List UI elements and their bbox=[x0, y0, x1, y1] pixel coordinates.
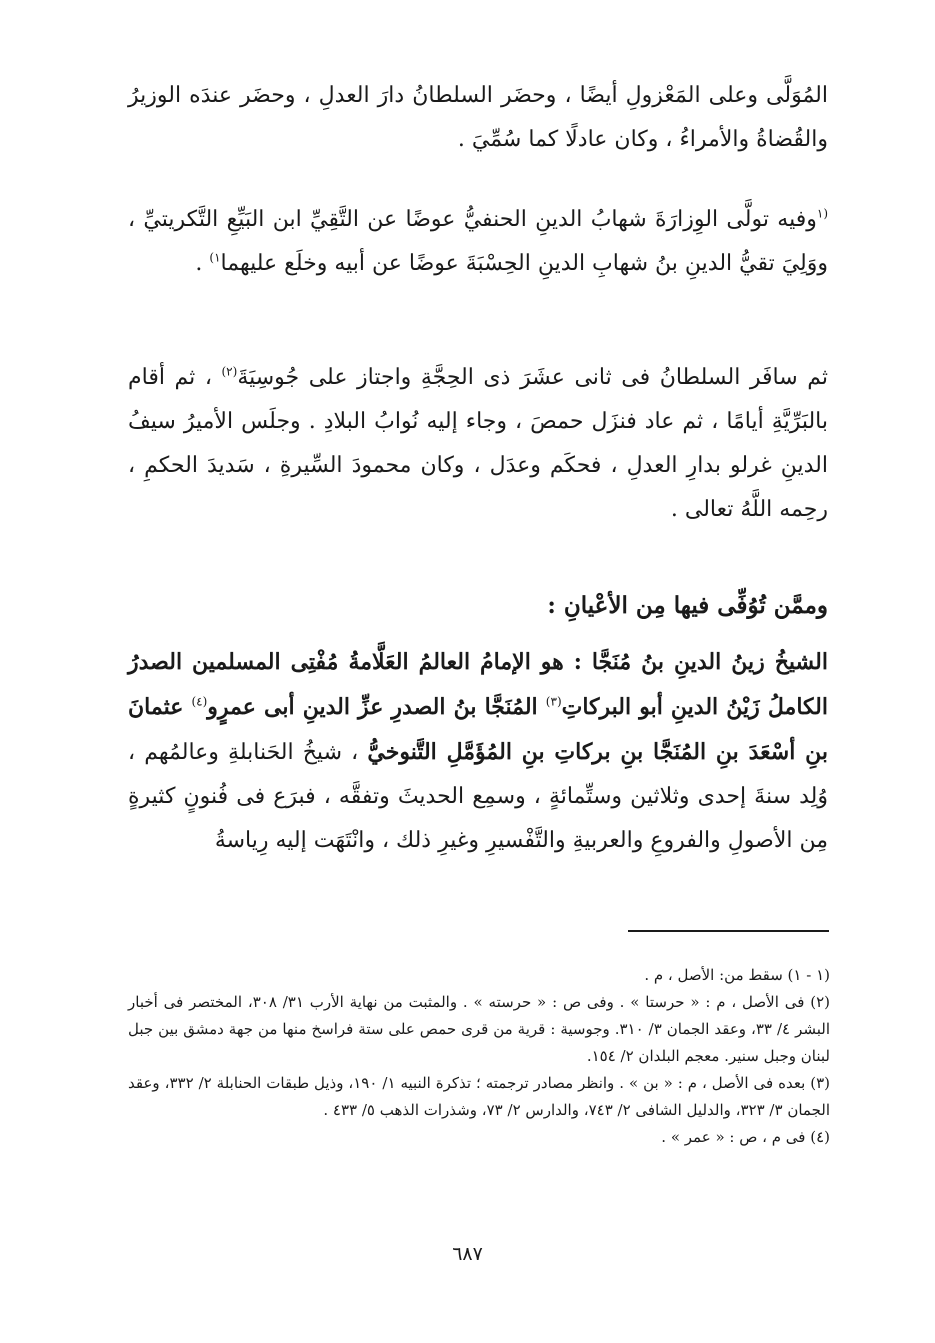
section-heading: وممَّن تُوُفِّى فيها مِن الأعْيانِ : bbox=[547, 592, 828, 619]
footnote-separator bbox=[628, 930, 829, 932]
paragraph-sultan-justice bbox=[128, 74, 828, 162]
footnote-marker: (٤) bbox=[191, 694, 208, 709]
footnote-marker: (١ bbox=[816, 206, 828, 221]
biography-text: ، شيخُ الحَنابلةِ وعالمُهم ، وُلِد سنةَ إحدى وثلاثين وستِّمائةٍ ، وسمِع الحديثَ وتفقَّه ، فبرَع فى فُنونٍ كثيرةٍ مِن الأصولِ والفروعِ والعربيةِ والتَّفْسيرِ وغيرِ ذلك ، وانْتَهَت إليه رِياسةُ bbox=[128, 740, 828, 853]
paragraph-text-end: . bbox=[195, 251, 210, 276]
paragraph-sultan-travel bbox=[128, 356, 828, 532]
biography-name: الشيخُ زينُ الدينِ بنُ مُنَجَّا : هو الإمامُ العالمُ العَلَّامةُ مُفْتِى المسلمين الصدرُ الكاملُ زَيْنُ الدينِ أبو البركاتِ bbox=[128, 649, 829, 720]
footnote: (٢) فى الأصل ، م : « حرستا » . وفى ص : « حرسته » . والمثبت من نهاية الأرب ٣١/ ٣٠٨، المختصر فى أخبار البشر ٤/ ٣٣، وعقد الجمان ٣/ ٣١٠. وجوسية : قرية من قرى حمص على ستة فراسخ منها من جهة دمشق بين جبل لبنان وجبل سنير. معجم البلدان ٢/ ١٥٤. bbox=[128, 993, 830, 1065]
paragraph-text: المُوَلَّى وعلى المَعْزولِ أيضًا ، وحضَر السلطانُ دارَ العدلِ ، وحضَر عندَه الوزيرُ والقُضاةُ والأمراءُ ، وكان عادلًا كما سُمِّيَ . bbox=[128, 83, 828, 152]
footnote: (٣) بعده فى الأصل ، م : « بن » . وانظر مصادر ترجمته ؛ تذكرة النبيه ١/ ١٩٠، وذيل طبقات الحنابلة ٢/ ٣٣٢، وعقد الجمان ٣/ ٣٢٣، والدليل الشافى ٢/ ٧٤٣، والدارس ٢/ ٧٣، وشذرات الذهب ٥/ ٤٣٣ . bbox=[128, 1074, 831, 1119]
paragraph-text: وفيه تولَّى الوِزارَةَ شهابُ الدينِ الحنفيُّ عوضًا عن التَّقِيِّ ابن البَيِّعِ التَّكريتيِّ ، ووَلِيَ تقيُّ الدينِ بنُ شهابِ الدينِ الحِسْبَةَ عوضًا عن أبيه وخلَع عليهما bbox=[128, 207, 828, 276]
footnote-marker: ١) bbox=[209, 250, 221, 265]
paragraph-vizierate bbox=[128, 198, 828, 286]
footnote-marker: (٢) bbox=[221, 364, 238, 379]
paragraph-text: ثم سافَر السلطانُ فى ثانى عشَرَ ذى الحِجَّةِ واجتاز على جُوسِيَةَ bbox=[237, 365, 828, 390]
biography-name: عثمانَ بنِ أسْعَدَ بنِ المُنَجَّا بنِ بركاتِ بنِ المُؤَمَّلِ التَّنوخيُّ bbox=[128, 694, 828, 765]
footnote-marker: (٣) bbox=[545, 694, 562, 709]
paragraph-biography bbox=[128, 640, 828, 863]
footnote: (٤) فى م ، ص : « عمر » . bbox=[661, 1128, 830, 1146]
biography-name: المُنَجَّا بنُ الصدرِ عزِّ الدينِ أبى عمرٍو bbox=[207, 694, 546, 720]
footnotes bbox=[128, 962, 830, 1151]
footnote: (١ - ١) سقط من: الأصل ، م . bbox=[644, 966, 830, 984]
paragraph-text: ، ثم أقام بالبَرِّيَّةِ أيامًا ، ثم عاد فنزَل حمصَ ، وجاء إليه نُوابُ البلادِ . وجلَس الأميرُ سيفُ الدينِ غرلو بدارِ العدلِ ، فحكَم وعدَل ، وكان محمودَ السِّيرةِ ، سَديدَ الحكمِ ، رحِمه اللَّهُ تعالى . bbox=[128, 365, 828, 522]
page-number: ٦٨٧ bbox=[452, 1243, 483, 1265]
